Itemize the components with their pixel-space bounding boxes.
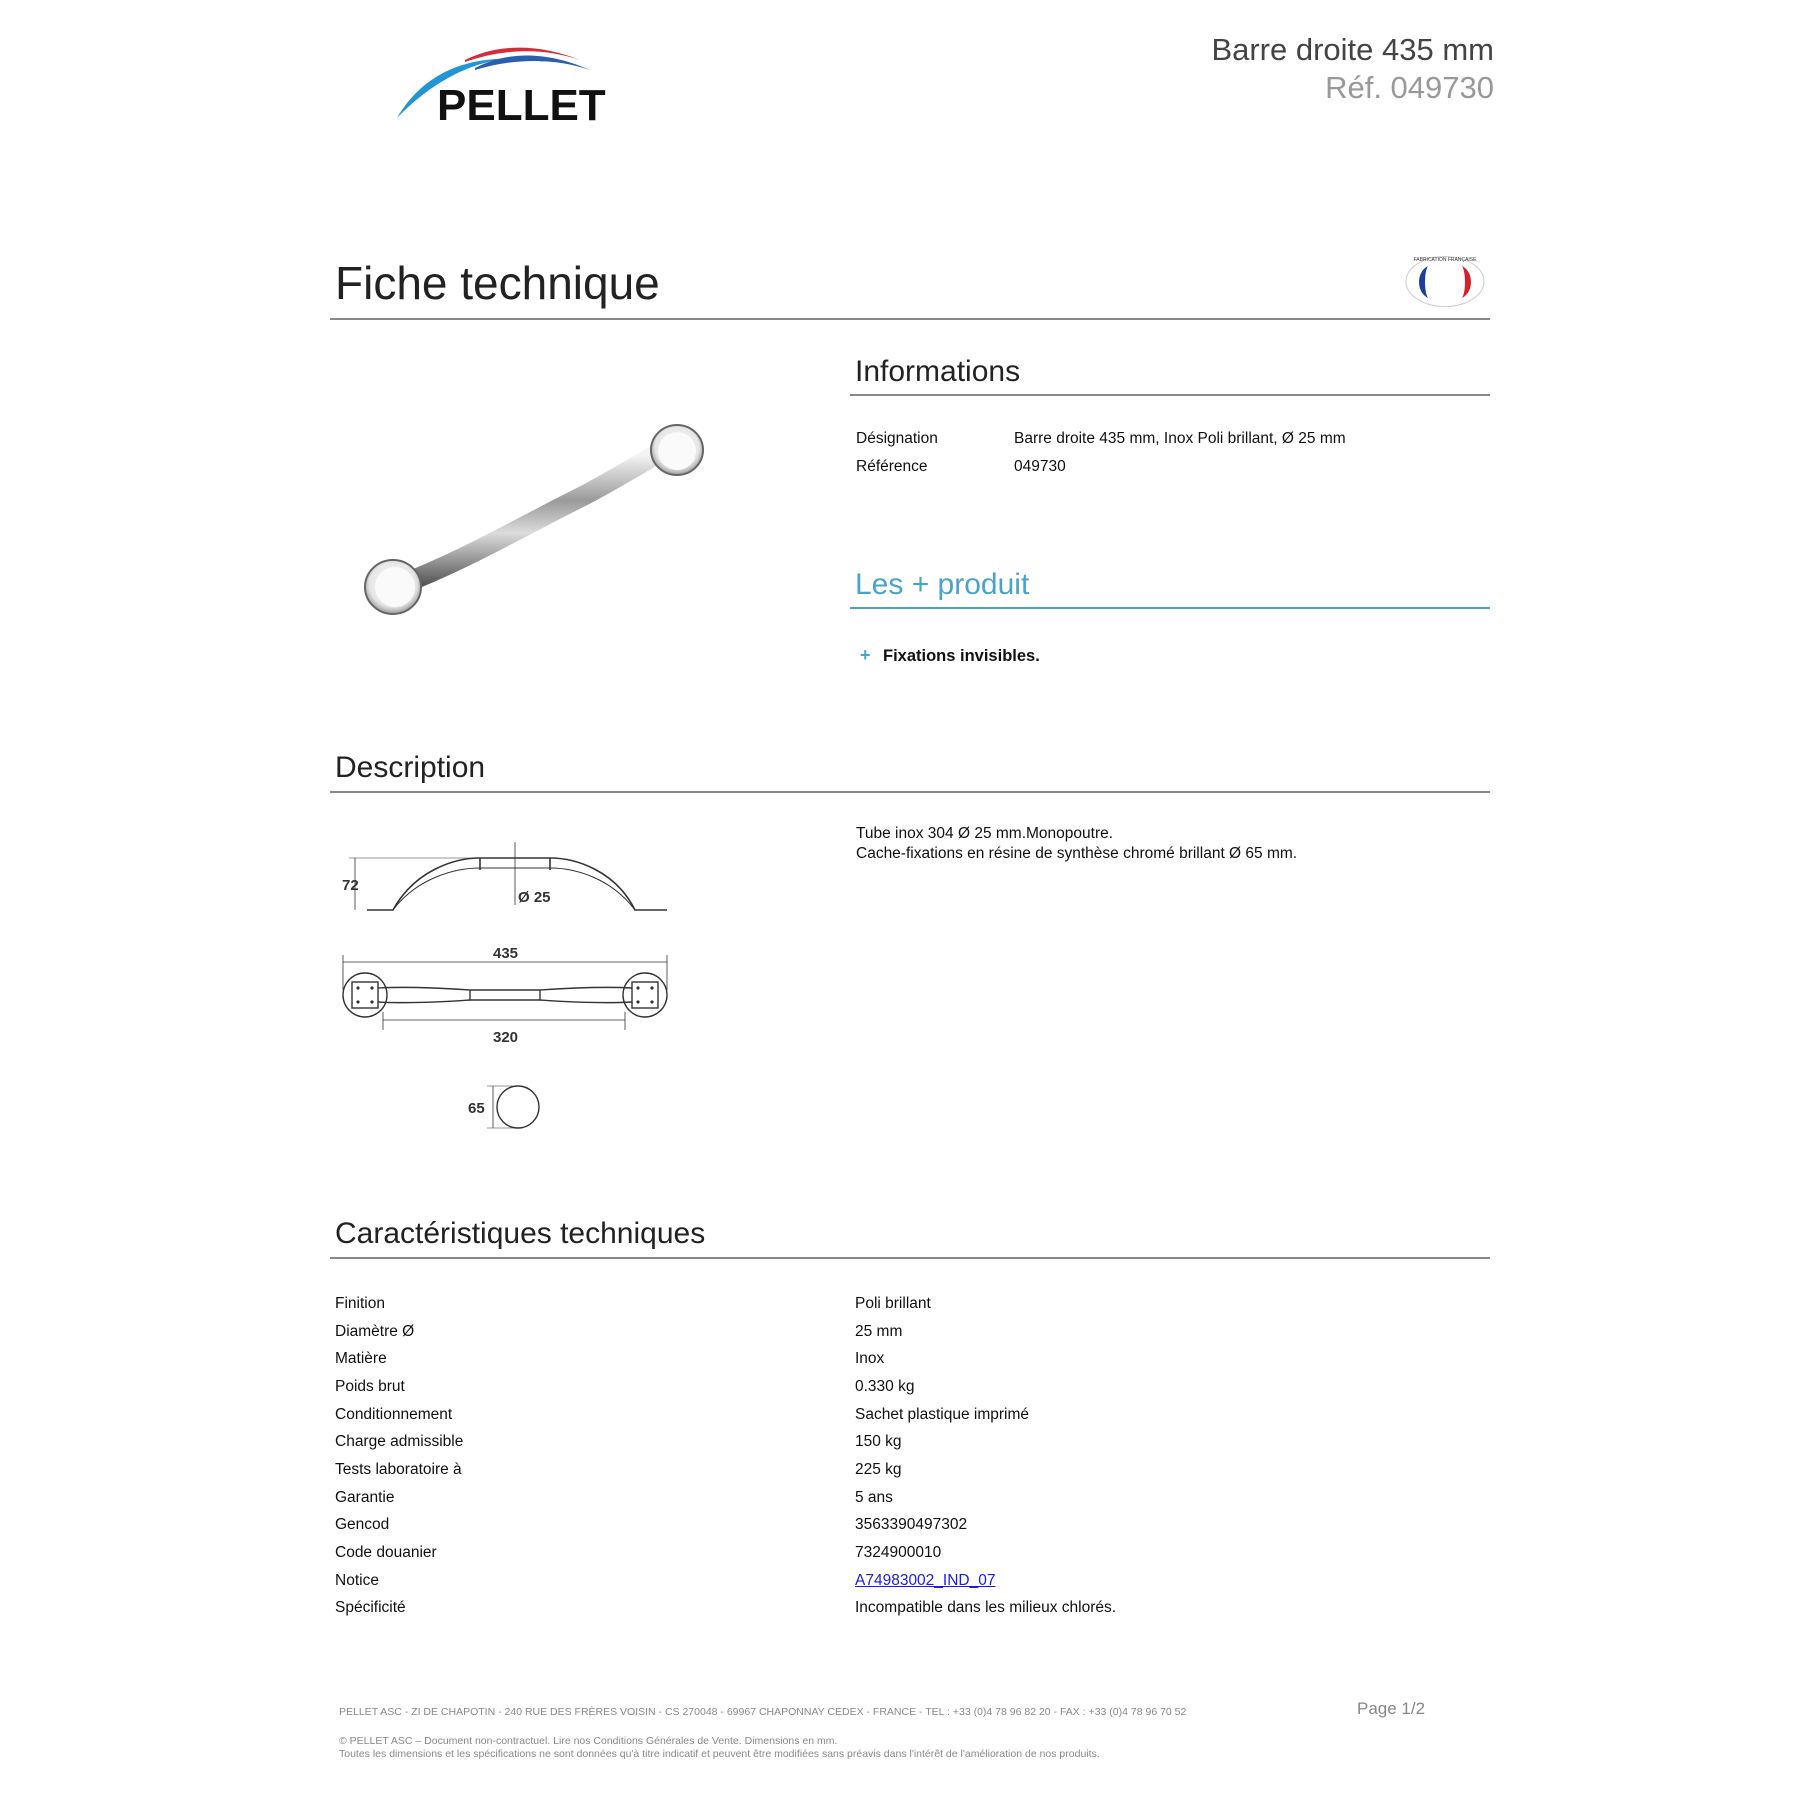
- technical-drawing: [335, 830, 695, 1150]
- brand-logo: [395, 40, 645, 130]
- footer-copyright: © PELLET ASC – Document non-contractuel. Lire nos Conditions Générales de Vente. Dimensions en mm.: [339, 1735, 838, 1747]
- spec-label: Spécificité: [335, 1599, 406, 1617]
- product-photo: [355, 355, 720, 695]
- spec-value: 225 kg: [855, 1460, 902, 1478]
- spec-value: Sachet plastique imprimé: [855, 1405, 1030, 1423]
- specs-title: Caractéristiques techniques: [335, 1217, 706, 1250]
- plus-produit-divider: [850, 607, 1490, 609]
- spec-label: Poids brut: [335, 1377, 405, 1395]
- designation-label: Désignation: [856, 430, 938, 447]
- spec-row-specificite: [335, 1595, 1485, 1623]
- specs-table: [335, 1290, 1485, 1622]
- spec-row-notice: [335, 1567, 1485, 1595]
- reference-value: 049730: [1014, 458, 1066, 475]
- page-title: Fiche technique: [335, 257, 660, 309]
- spec-value: 7324900010: [855, 1544, 942, 1562]
- designation-value: Barre droite 435 mm, Inox Poli brillant, Ø 25 mm: [1014, 430, 1346, 447]
- dim-diameter-label: Ø 25: [518, 889, 551, 906]
- spec-row-code-douanier: [335, 1539, 1485, 1567]
- spec-value: 150 kg: [855, 1433, 902, 1451]
- page-number: Page 1/2: [1357, 1699, 1426, 1718]
- spec-value: Poli brillant: [855, 1294, 931, 1312]
- spec-label: Tests laboratoire à: [335, 1460, 462, 1478]
- reference-label: Référence: [856, 458, 928, 475]
- description-line-2: Cache-fixations en résine de synthèse chromé brillant Ø 65 mm.: [856, 845, 1298, 862]
- spec-value: 25 mm: [855, 1322, 903, 1340]
- spec-row-charge-admissible: [335, 1428, 1485, 1456]
- spec-label: Finition: [335, 1294, 385, 1312]
- badge-text: FABRICATION FRANÇAISE: [1413, 257, 1477, 263]
- spec-row-conditionnement: [335, 1401, 1485, 1429]
- spec-row-garantie: [335, 1484, 1485, 1512]
- title-divider: [330, 318, 1490, 320]
- notice-link[interactable]: A74983002_IND_07: [855, 1571, 996, 1589]
- spec-value: 3563390497302: [855, 1516, 968, 1534]
- header-product-ref: Réf. 049730: [1325, 70, 1494, 105]
- spec-row-diametre: [335, 1318, 1485, 1346]
- spec-value: 5 ans: [855, 1488, 893, 1506]
- plus-produit-title: Les + produit: [855, 568, 1030, 601]
- spec-row-finition: [335, 1290, 1485, 1318]
- description-divider: [330, 791, 1490, 793]
- spec-label: Conditionnement: [335, 1405, 453, 1423]
- spec-row-gencod: [335, 1512, 1485, 1540]
- spec-label: Diamètre Ø: [335, 1322, 415, 1340]
- spec-label: Code douanier: [335, 1544, 437, 1562]
- footer-disclaimer: Toutes les dimensions et les spécifications ne sont données qu'à titre indicatif et peuvent être modifiées sans préavis dans l'intérêt de l'amélioration de nos produits.: [339, 1748, 1100, 1760]
- specs-divider: [330, 1257, 1490, 1259]
- header-product-title: Barre droite 435 mm: [1211, 32, 1494, 67]
- dim-cap-label: 65: [468, 1100, 485, 1117]
- spec-row-poids-brut: [335, 1373, 1485, 1401]
- logo-text: PELLET: [437, 81, 606, 130]
- spec-row-matiere: [335, 1345, 1485, 1373]
- spec-label: Matière: [335, 1350, 387, 1368]
- dim-height-label: 72: [342, 877, 359, 894]
- spec-value: Inox: [855, 1350, 885, 1368]
- spec-label: Charge admissible: [335, 1433, 464, 1451]
- footer-address: PELLET ASC - ZI DE CHAPOTIN - 240 RUE DES FRÈRES VOISIN - CS 270048 - 69967 CHAPONNAY CEDEX - FRANCE - TEL : +33 (0)4 78 96 82 20 - FAX : +33 (0)4 78 96 70 52: [339, 1706, 1187, 1718]
- spec-value: Incompatible dans les milieux chlorés.: [855, 1599, 1117, 1617]
- dim-center-label: 320: [493, 1029, 519, 1046]
- description-line-1: Tube inox 304 Ø 25 mm.Monopoutre.: [856, 825, 1114, 842]
- plus-produit-item: Fixations invisibles.: [883, 647, 1040, 665]
- description-title: Description: [335, 751, 486, 784]
- fabrication-francaise-badge: [1404, 254, 1486, 309]
- spec-label: Garantie: [335, 1488, 395, 1506]
- spec-value: 0.330 kg: [855, 1377, 915, 1395]
- spec-label: Notice: [335, 1571, 379, 1589]
- plus-icon: +: [860, 645, 871, 665]
- spec-row-tests-laboratoire: [335, 1456, 1485, 1484]
- informations-divider: [850, 394, 1490, 396]
- spec-label: Gencod: [335, 1516, 390, 1534]
- dim-length-label: 435: [493, 945, 519, 962]
- informations-title: Informations: [855, 355, 1021, 388]
